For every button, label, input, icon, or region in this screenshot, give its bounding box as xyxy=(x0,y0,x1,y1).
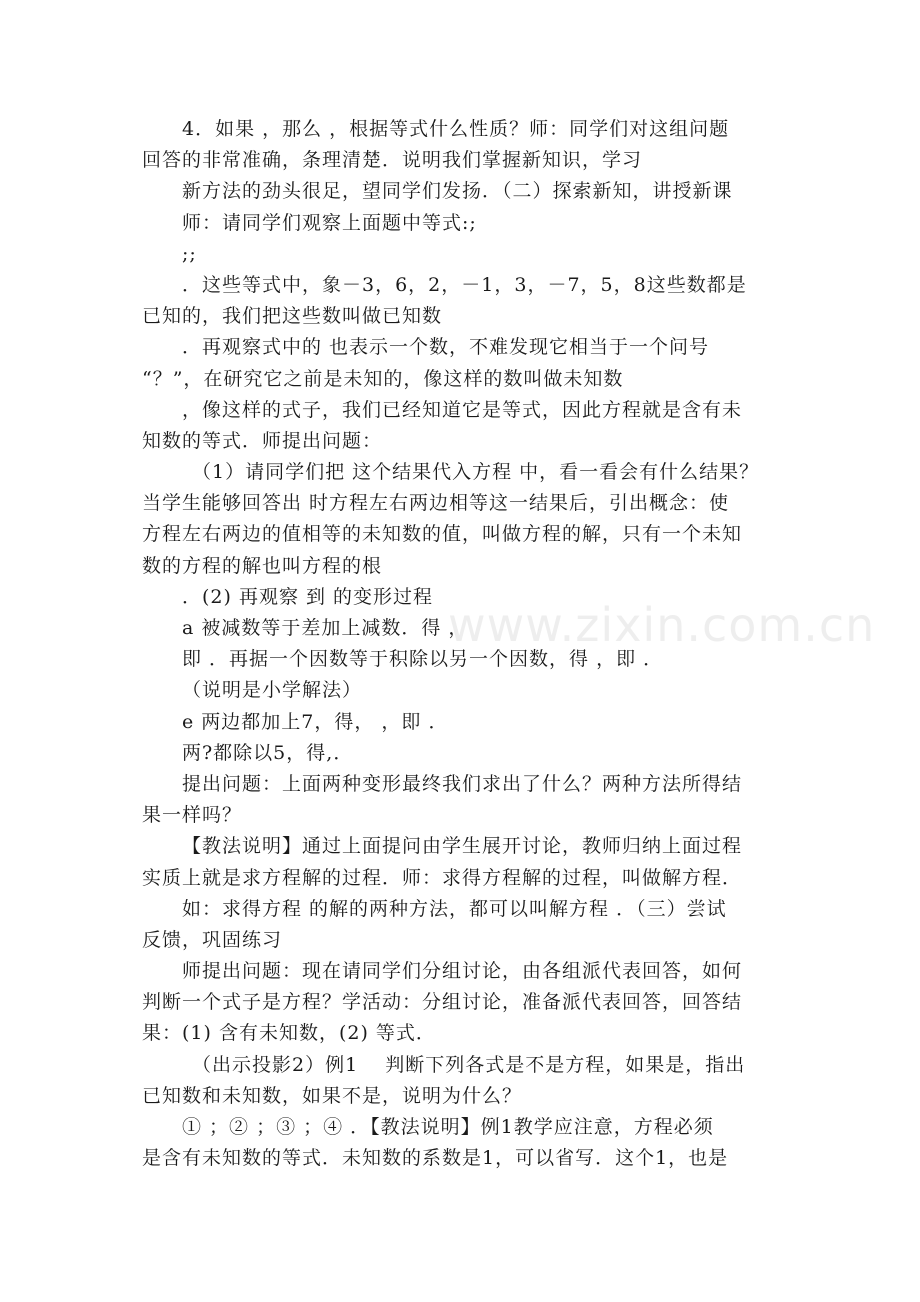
paragraph-line: 实质上就是求方程解的过程．师：求得方程解的过程，叫做解方程． xyxy=(142,866,743,889)
paragraph-line: （出示投影2）例1 判断下列各式是不是方程，如果是，指出 xyxy=(192,1053,746,1076)
document-body xyxy=(142,114,792,1174)
paragraph-line: 果：(1) 含有未知数，(2) 等式． xyxy=(142,1022,436,1045)
paragraph-line: 判断一个式子是方程？学活动：分组讨论，准备派代表回答，回答结 xyxy=(142,991,743,1014)
paragraph-line: a 被减数等于差加上减数．得 ， xyxy=(182,617,469,639)
paragraph-line: 即 ．再据一个因数等于积除以另一个因数，得 ，即 ． xyxy=(182,648,664,671)
paragraph-line: 如：求得方程 的解的两种方法，都可以叫解方程 ．（三）尝试 xyxy=(182,897,727,920)
paragraph-line: ．(2) 再观察 到 的变形过程 xyxy=(182,585,434,608)
paragraph-line: ;; xyxy=(182,242,197,265)
paragraph-line: 新方法的劲头很足，望同学们发扬．（二）探索新知，讲授新课 xyxy=(182,180,733,203)
paragraph-line: 两?都除以5，得,． xyxy=(182,741,354,764)
paragraph-line: “？”，在研究它之前是未知的，像这样的数叫做未知数 xyxy=(142,367,624,390)
paragraph-line: 已知数和未知数，如果不是，说明为什么？ xyxy=(142,1084,523,1107)
paragraph-line: 方程左右两边的值相等的未知数的值，叫做方程的解，只有一个未知 xyxy=(142,523,743,546)
paragraph-line: 反馈，巩固练习 xyxy=(142,928,283,951)
paragraph-line: 已知的，我们把这些数叫做已知数 xyxy=(142,305,443,328)
paragraph-line: 【教法说明】通过上面提问由学生展开讨论，教师归纳上面过程 xyxy=(182,835,743,858)
paragraph-line: ．再观察式中的 也表示一个数，不难发现它相当于一个问号 xyxy=(182,336,710,359)
paragraph-line: 是含有未知数的等式．未知数的系数是1，可以省写．这个1，也是 xyxy=(142,1147,729,1170)
paragraph-line: 知数的等式．师提出问题： xyxy=(142,429,383,452)
paragraph-line: 回答的非常准确，条理清楚．说明我们掌握新知识，学习 xyxy=(142,149,643,172)
paragraph-line: ，像这样的式子，我们已经知道它是等式，因此方程就是含有未 xyxy=(182,398,743,421)
paragraph-line: 果一样吗？ xyxy=(142,804,243,827)
paragraph-line: 提出问题：上面两种变形最终我们求出了什么？两种方法所得结 xyxy=(182,772,743,795)
paragraph-line: （说明是小学解法） xyxy=(182,679,363,702)
paragraph-line: （1）请同学们把 这个结果代入方程 中，看一看会有什么结果？ xyxy=(192,461,760,484)
paragraph-line: 数的方程的解也叫方程的根 xyxy=(142,554,383,577)
paragraph-line: ．这些等式中，象－3，6，2，－1，3，－7，5，8这些数都是 xyxy=(182,273,747,296)
paragraph-line: ① ；② ；③ ；④ ．【教法说明】例1教学应注意，方程必须 xyxy=(182,1116,714,1138)
paragraph-line: e 两边都加上7，得， ，即 ． xyxy=(182,710,449,733)
paragraph-line: 4．如果 ，那么 ，根据等式什么性质？师：同学们对这组问题 xyxy=(182,118,730,140)
paragraph-line: 师提出问题：现在请同学们分组讨论，由各组派代表回答，如何 xyxy=(182,960,743,983)
watermark: www.zixin.com.cn xyxy=(448,598,876,652)
paragraph-line: 师：请同学们观察上面题中等式:; xyxy=(182,211,477,234)
paragraph-line: 当学生能够回答出 时方程左右两边相等这一结果后，引出概念：使 xyxy=(142,492,730,515)
